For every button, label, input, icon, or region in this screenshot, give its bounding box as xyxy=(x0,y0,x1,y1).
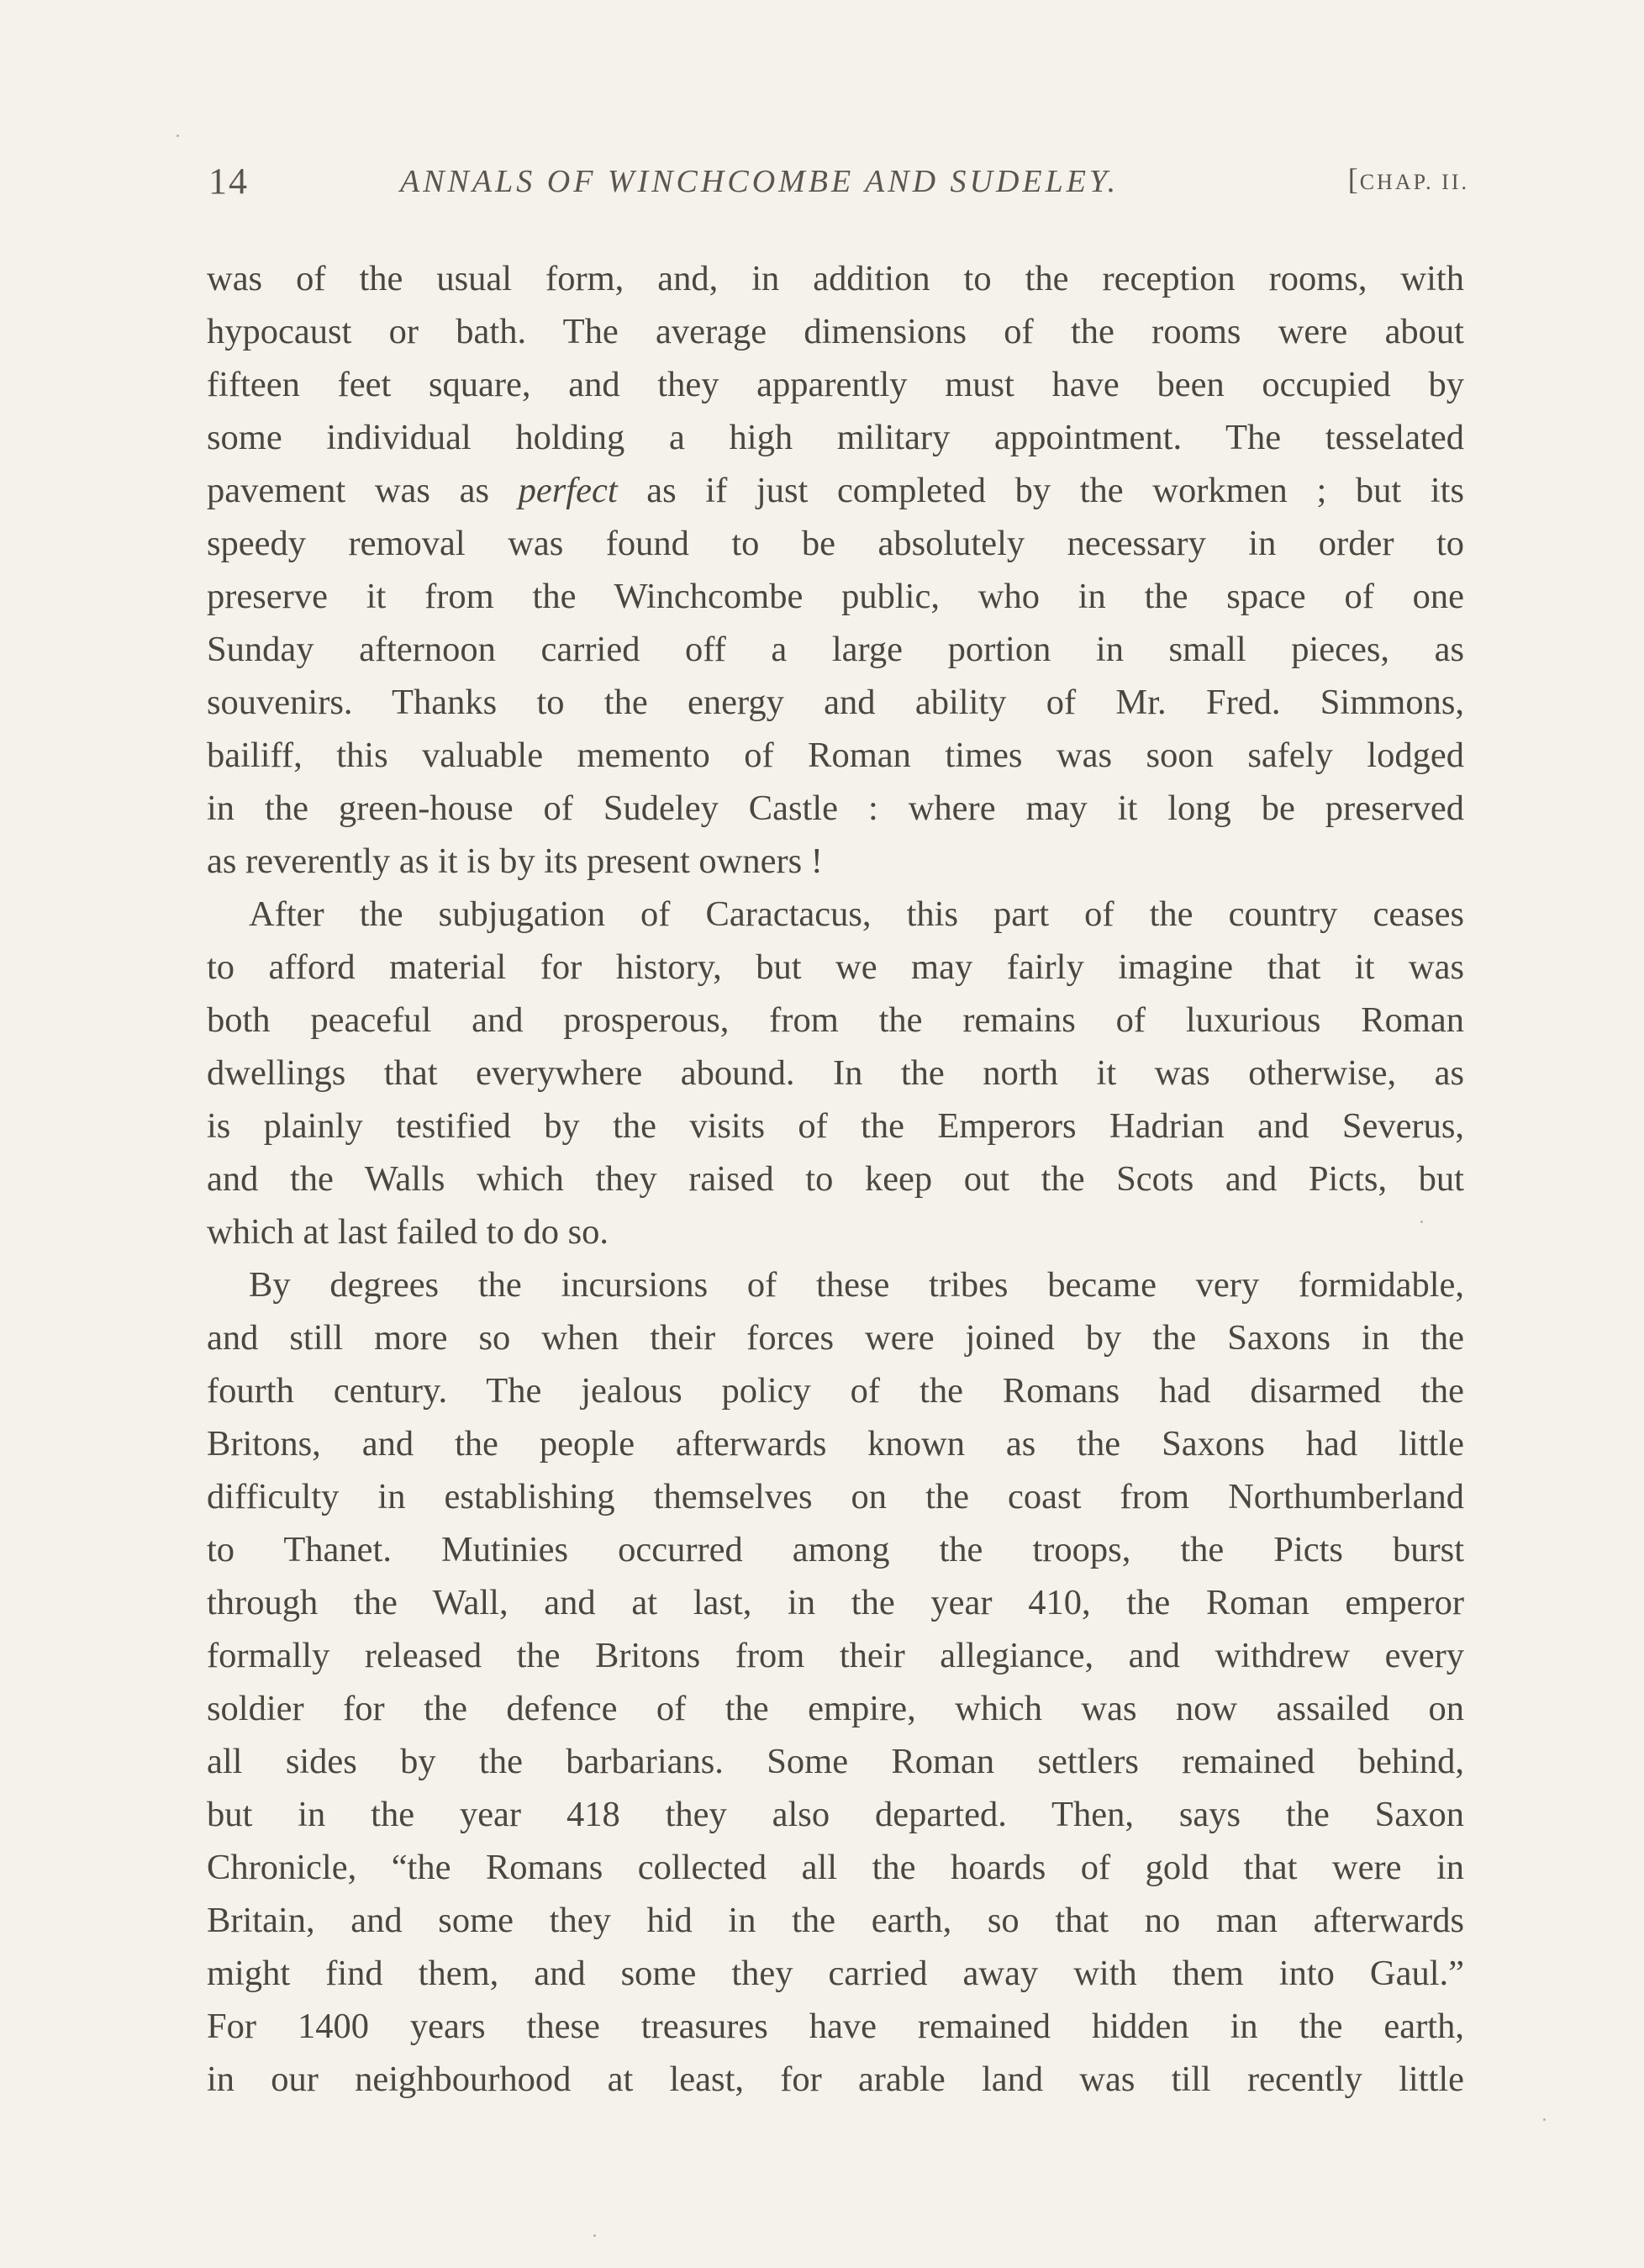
text-run: as if just completed by the workmen ; but its xyxy=(617,471,1464,510)
text-line: to afford material for history, but we may fairly imagine that it was xyxy=(207,947,1464,987)
text-line: fifteen feet square, and they apparently must have been occupied by xyxy=(207,365,1464,404)
text-line: and still more so when their forces were joined by the Saxons in the xyxy=(207,1318,1464,1358)
text-line: to Thanet. Mutinies occurred among the troops, the Picts burst xyxy=(207,1530,1464,1569)
text-line: all sides by the barbarians. Some Roman settlers remained behind, xyxy=(207,1742,1464,1781)
text-line: By degrees the incursions of these tribes became very formidable, xyxy=(249,1265,1464,1305)
text-line: For 1400 years these treasures have remained hidden in the earth, xyxy=(207,2007,1464,2046)
text-line: through the Wall, and at last, in the year 410, the Roman emperor xyxy=(207,1583,1464,1622)
text-line: Britons, and the people afterwards known as the Saxons had little xyxy=(207,1424,1464,1464)
text-line: After the subjugation of Caractacus, this part of the country ceases xyxy=(249,894,1464,934)
text-line-with-emphasis xyxy=(207,464,1464,517)
paper-speck xyxy=(177,134,179,137)
text-line: was of the usual form, and, in addition to the reception rooms, with xyxy=(207,259,1464,298)
paper-speck xyxy=(1543,2118,1546,2121)
paper-speck xyxy=(593,2234,596,2237)
text-line: but in the year 418 they also departed. Then, says the Saxon xyxy=(207,1795,1464,1834)
page-number: 14 xyxy=(208,161,249,202)
text-line: as reverently as it is by its present owners ! xyxy=(207,841,823,881)
text-line: fourth century. The jealous policy of the Romans had disarmed the xyxy=(207,1371,1464,1411)
paragraph-2 xyxy=(207,888,1464,1258)
text-line: in our neighbourhood at least, for arable land was till recently little xyxy=(207,2060,1464,2099)
text-line: and the Walls which they raised to keep out the Scots and Picts, but xyxy=(207,1159,1464,1199)
paper-speck xyxy=(1420,1221,1423,1223)
text-line: soldier for the defence of the empire, which was now assailed on xyxy=(207,1689,1464,1728)
text-line: hypocaust or bath. The average dimensions of the rooms were about xyxy=(207,312,1464,351)
text-line: formally released the Britons from their allegiance, and withdrew every xyxy=(207,1636,1464,1675)
emphasis-perfect: perfect xyxy=(518,471,618,510)
text-line: Chronicle, “the Romans collected all the hoards of gold that were in xyxy=(207,1848,1464,1887)
text-line: in the green-house of Sudeley Castle : where may it long be preserved xyxy=(207,789,1464,828)
body-text xyxy=(207,252,1464,2106)
paragraph-3 xyxy=(207,1258,1464,2106)
text-line: dwellings that everywhere abound. In the north it was otherwise, as xyxy=(207,1053,1464,1093)
text-line: difficulty in establishing themselves on the coast from Northumberland xyxy=(207,1477,1464,1516)
chapter-bracket: [ xyxy=(1347,162,1360,196)
text-line: Sunday afternoon carried off a large portion in small pieces, as xyxy=(207,630,1464,669)
text-line: some individual holding a high military appointment. The tesselated xyxy=(207,418,1464,457)
chapter-reference xyxy=(1348,161,1469,197)
text-line: speedy removal was found to be absolutely necessary in order to xyxy=(207,524,1464,563)
text-line: souvenirs. Thanks to the energy and ability of Mr. Fred. Simmons, xyxy=(207,683,1464,722)
running-title: ANNALS OF WINCHCOMBE AND SUDELEY. xyxy=(400,164,1120,199)
chapter-label: CHAP. II. xyxy=(1359,170,1469,194)
text-line: Britain, and some they hid in the earth, so that no man afterwards xyxy=(207,1901,1464,1940)
paragraph-1 xyxy=(207,252,1464,888)
running-header xyxy=(208,160,1469,219)
text-line: preserve it from the Winchcombe public, who in the space of one xyxy=(207,577,1464,616)
text-run: pavement was as xyxy=(207,471,519,510)
text-line: both peaceful and prosperous, from the remains of luxurious Roman xyxy=(207,1000,1464,1040)
text-line: bailiff, this valuable memento of Roman times was soon safely lodged xyxy=(207,736,1464,775)
text-line: might find them, and some they carried away with them into Gaul.” xyxy=(207,1954,1464,1993)
text-line: is plainly testified by the visits of the Emperors Hadrian and Severus, xyxy=(207,1106,1464,1146)
text-line: which at last failed to do so. xyxy=(207,1212,609,1252)
